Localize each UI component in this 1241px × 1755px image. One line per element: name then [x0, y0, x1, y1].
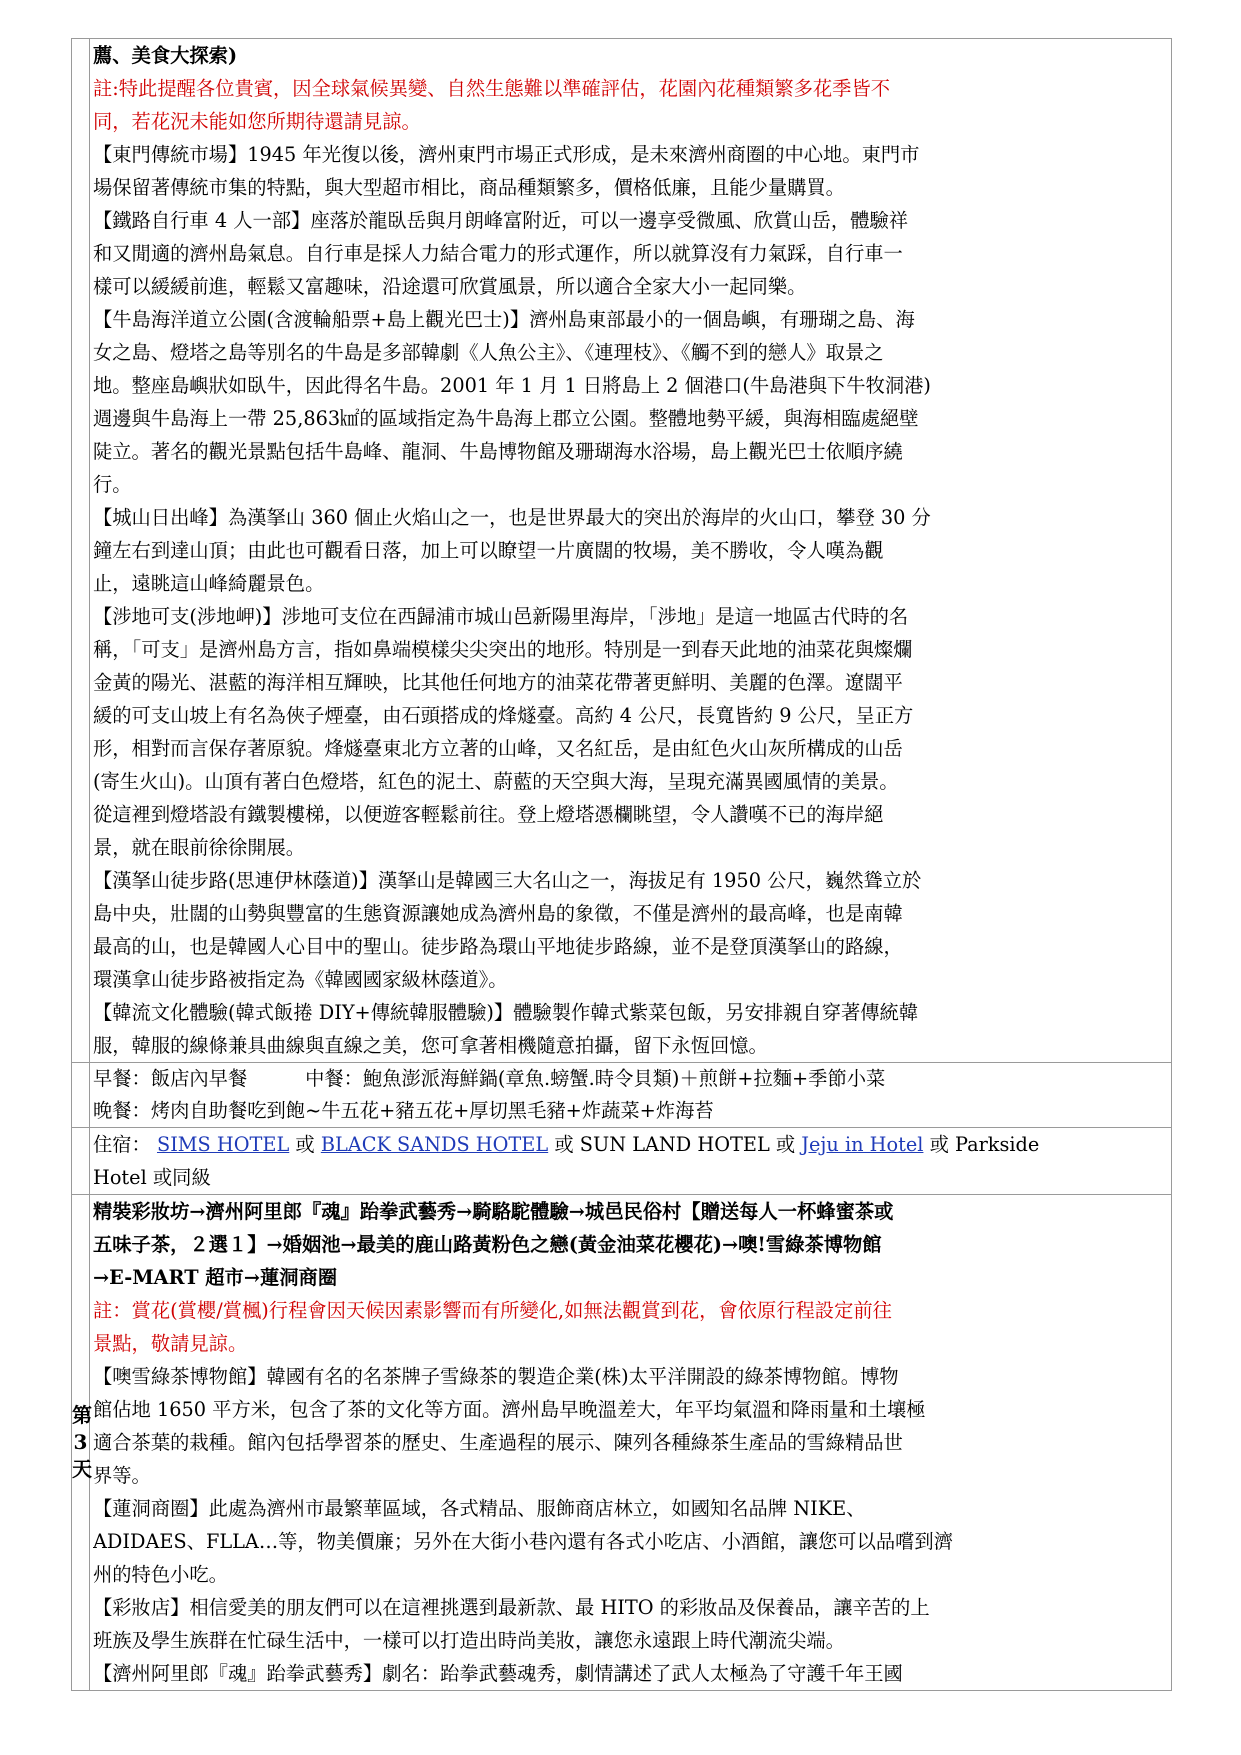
- day2-paragraph-line: 稱，「可支」是濟州島方言，指如鼻端模樣尖尖突出的地形。特別是一到春天此地的油菜花與燦爛: [93, 638, 913, 661]
- day2-paragraph-line: 止，遠眺這山峰綺麗景色。: [93, 572, 325, 595]
- day2-title-tail: 薦、美食大探索): [93, 44, 238, 67]
- day2-notice-line: 註:特此提醒各位貴賓，因全球氣候異變、自然生態難以準確評估，花園內花種類繁多花季皆不: [93, 77, 891, 100]
- day2-meals-line-1: 早餐：飯店內早餐 中餐：鮑魚澎派海鮮鍋(章魚.螃蟹.時令貝類)＋煎餅+拉麵+季節小菜: [93, 1067, 886, 1090]
- day3-notice-line: 註：賞花(賞櫻/賞楓)行程會因天候因素影響而有所變化,如無法觀賞到花，會依原行程設定前往: [93, 1299, 892, 1322]
- day3-description-cell: [90, 1195, 1172, 1691]
- itinerary-page: [71, 38, 1172, 1691]
- day2-paragraph-line: 樣可以緩緩前進，輕鬆又富趣味，沿途還可欣賞風景，所以適合全家大小一起同樂。: [93, 275, 807, 298]
- day2-paragraph-line: 景，就在眼前徐徐開展。: [93, 836, 306, 859]
- day2-paragraph-line: 最高的山，也是韓國人心目中的聖山。徒步路為環山平地徒步路線，並不是登頂漢拏山的路線，: [93, 935, 903, 958]
- stay-line-1: [93, 1128, 1167, 1161]
- day2-paragraph-line: 金黃的陽光、湛藍的海洋相互輝映，比其他任何地方的油菜花帶著更鮮明、美麗的色澤。遼闊平: [93, 671, 903, 694]
- day3-row: [72, 1195, 1172, 1691]
- day2-paragraph-line: 場保留著傳統市集的特點，與大型超市相比，商品種類繁多，價格低廉，且能少量購買。: [93, 176, 845, 199]
- itinerary-table: [71, 38, 1172, 1691]
- day3-paragraph-line: 適合茶葉的栽種。館內包括學習茶的歷史、生產過程的展示、陳列各種綠茶生產品的雪綠精品世: [93, 1431, 903, 1454]
- day3-title-line: 精裝彩妝坊→濟州阿里郎『魂』跆拳武藝秀→騎駱駝體驗→城邑民俗村【贈送每人一杯蜂蜜茶或: [93, 1200, 894, 1223]
- day2-paragraph-line: 從這裡到燈塔設有鐵製樓梯，以便遊客輕鬆前往。登上燈塔憑欄眺望，令人讚嘆不已的海岸絕: [93, 803, 884, 826]
- day3-paragraph-line: 界等。: [93, 1464, 151, 1487]
- day2-paragraph-line: 陡立。著名的觀光景點包括牛島峰、龍洞、牛島博物館及珊瑚海水浴場，島上觀光巴士依順序繞: [93, 440, 903, 463]
- day2-paragraph-line: 【東門傳統市場】1945 年光復以後，濟州東門市場正式形成，是未來濟州商圈的中心地。東門市: [93, 143, 920, 166]
- day2-paragraph-line: 週邊與牛島海上一帶 25,863㎢的區域指定為牛島海上郡立公園。整體地勢平緩，與海相臨處絕壁: [93, 407, 919, 430]
- day2-description-row: [72, 39, 1172, 1063]
- day3-title-line: 五味子茶，２選１】→婚姻池→最美的鹿山路黃粉色之戀(黃金油菜花櫻花)→噢!雪綠茶博物館: [93, 1233, 882, 1256]
- day2-paragraph-line: 【牛島海洋道立公園(含渡輪船票+島上觀光巴士)】濟州島東部最小的一個島嶼，有珊瑚之島、海: [93, 308, 915, 331]
- day2-paragraph-line: 【漢拏山徒步路(思連伊林蔭道)】漢拏山是韓國三大名山之一，海拔足有 1950 公尺，巍然聳立於: [93, 869, 922, 892]
- day2-paragraph-line: 緩的可支山坡上有名為俠子煙臺，由石頭搭成的烽燧臺。高約 4 公尺，長寬皆約 9 公尺，呈正方: [93, 704, 914, 727]
- day2-paragraph-line: 和又閒適的濟州島氣息。自行車是採人力結合電力的形式運作，所以就算沒有力氣踩，自行車一: [93, 242, 903, 265]
- day3-notice-line: 景點，敬請見諒。: [93, 1332, 248, 1355]
- day2-meals-row: [72, 1063, 1172, 1128]
- day2-stay-cell: [90, 1128, 1172, 1195]
- day3-paragraph-line: 【蓮洞商圈】此處為濟州市最繁華區域，各式精品、服飾商店林立，如國知名品牌 NIKE、: [93, 1497, 866, 1520]
- day2-paragraph-line: 環漢拿山徒步路被指定為《韓國國家級林蔭道》。: [93, 968, 508, 991]
- day3-day-cell: [72, 1195, 90, 1691]
- day2-paragraph-line: 形，相對而言保存著原貌。烽燧臺東北方立著的山峰，又名紅岳，是由紅色火山灰所構成的山岳: [93, 737, 903, 760]
- stay-or-3: 或 Parkside: [929, 1133, 1040, 1156]
- day3-paragraph-line: 館佔地 1650 平方米，包含了茶的文化等方面。濟州島早晚溫差大，年平均氣溫和降雨量和土壤極: [93, 1398, 926, 1421]
- day3-label-num: 3: [73, 1430, 88, 1454]
- day3-label-tian: 天: [72, 1457, 92, 1481]
- day2-day-cell: [72, 39, 90, 1063]
- day2-notice-line: 同，若花況未能如您所期待還請見諒。: [93, 110, 421, 133]
- day2-paragraphs: [93, 138, 1167, 1062]
- day2-meals-day-cell: [72, 1063, 90, 1128]
- day3-title: [93, 1195, 1167, 1294]
- day2-description-cell: [90, 39, 1172, 1063]
- hotel-link-jeju-in[interactable]: Jeju in Hotel: [801, 1133, 924, 1156]
- day2-notice: [93, 72, 1167, 138]
- day3-label-di: 第: [72, 1403, 92, 1427]
- day3-notice: [93, 1294, 1167, 1360]
- day2-paragraph-line: (寄生火山)。山頂有著白色燈塔，紅色的泥土、蔚藍的天空與大海，呈現充滿異國風情的美景。: [93, 770, 899, 793]
- stay-or-2: 或 SUN LAND HOTEL 或: [554, 1133, 796, 1156]
- stay-or-1: 或: [295, 1133, 315, 1156]
- hotel-link-black-sands[interactable]: BLACK SANDS HOTEL: [320, 1133, 549, 1156]
- day3-paragraph-line: ADIDAES、FLLA…等，物美價廉；另外在大街小巷內還有各式小吃店、小酒館，讓您可以品嚐到濟: [93, 1530, 953, 1553]
- day2-stay-row: [72, 1128, 1172, 1195]
- day2-paragraph-line: 【韓流文化體驗(韓式飯捲 DIY+傳統韓服體驗)】體驗製作韓式紫菜包飯，另安排親自穿著傳統韓: [93, 1001, 919, 1024]
- day2-paragraph-line: 服，韓服的線條兼具曲線與直線之美，您可拿著相機隨意拍攝，留下永恆回憶。: [93, 1034, 768, 1057]
- day3-paragraph-line: 【噢雪綠茶博物館】韓國有名的名茶牌子雪綠茶的製造企業(株)太平洋開設的綠茶博物館。博物: [93, 1365, 899, 1388]
- day3-title-line: →E-MART 超市→蓮洞商圈: [93, 1266, 338, 1289]
- day2-paragraph-line: 行。: [93, 473, 132, 496]
- stay-line-2: Hotel 或同級: [93, 1166, 211, 1189]
- day2-paragraph-line: 女之島、燈塔之島等別名的牛島是多部韓劇《人魚公主》、《連理枝》、《觸不到的戀人》取景之: [93, 341, 884, 364]
- day2-meals-cell: [90, 1063, 1172, 1128]
- hotel-link-sims[interactable]: SIMS HOTEL: [156, 1133, 290, 1156]
- day3-paragraphs: [93, 1360, 1167, 1690]
- day2-meals-line-2: 晚餐：烤肉自助餐吃到飽~牛五花+豬五花+厚切黑毛豬+炸蔬菜+炸海苔: [93, 1099, 714, 1122]
- day3-paragraph-line: 【彩妝店】相信愛美的朋友們可以在這裡挑選到最新款、最 HITO 的彩妝品及保養品，讓辛苦的上: [93, 1596, 930, 1619]
- day2-paragraph-line: 【涉地可支(涉地岬)】涉地可支位在西歸浦市城山邑新陽里海岸，「涉地」是這一地區古代時的名: [93, 605, 909, 628]
- stay-label: 住宿：: [93, 1133, 151, 1156]
- day2-stay-day-cell: [72, 1128, 90, 1195]
- day3-paragraph-line: 州的特色小吃。: [93, 1563, 228, 1586]
- day2-paragraph-line: 地。整座島嶼狀如臥牛，因此得名牛島。2001 年 1 月 1 日將島上 2 個港口(牛島港與下牛牧洞港): [93, 374, 931, 397]
- day2-paragraph-line: 鐘左右到達山頂；由此也可觀看日落，加上可以瞭望一片廣闊的牧場，美不勝收，令人嘆為觀: [93, 539, 884, 562]
- day3-paragraph-line: 【濟州阿里郎『魂』跆拳武藝秀】劇名：跆拳武藝魂秀，劇情講述了武人太極為了守護千年王國: [93, 1662, 903, 1685]
- day2-paragraph-line: 島中央，壯闊的山勢與豐富的生態資源讓她成為濟州島的象徵，不僅是濟州的最高峰，也是南韓: [93, 902, 903, 925]
- day2-paragraph-line: 【鐵路自行車 4 人一部】座落於龍臥岳與月朗峰富附近，可以一邊享受微風、欣賞山岳，體驗祥: [93, 209, 909, 232]
- day3-paragraph-line: 班族及學生族群在忙碌生活中，一樣可以打造出時尚美妝，讓您永遠跟上時代潮流尖端。: [93, 1629, 845, 1652]
- day2-paragraph-line: 【城山日出峰】為漢拏山 360 個止火焰山之一，也是世界最大的突出於海岸的火山口，攀登 30 分: [93, 506, 931, 529]
